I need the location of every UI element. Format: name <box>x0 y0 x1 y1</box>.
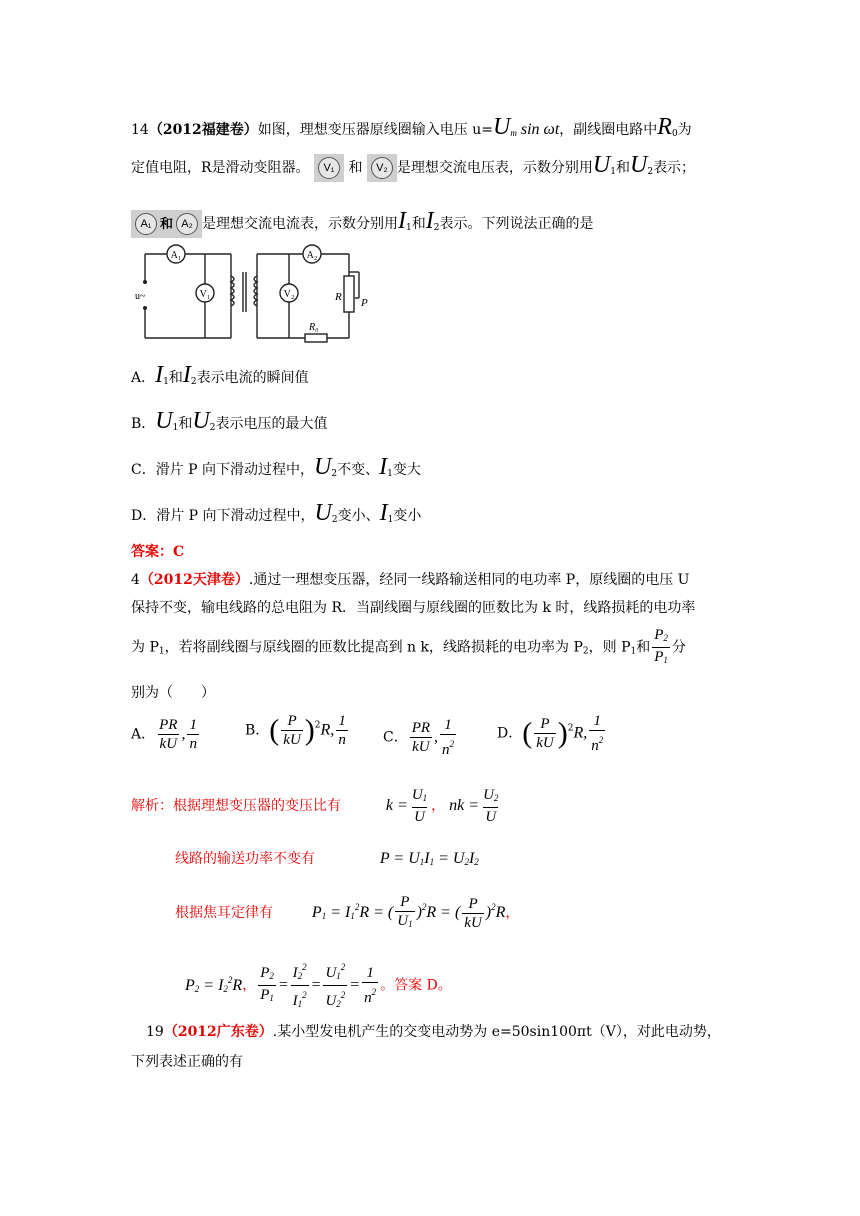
svg-text:A₂: A₂ <box>306 250 318 261</box>
q19-line2: 下列表述正确的有 <box>131 1054 243 1070</box>
svg-text:V₁: V₁ <box>199 289 211 300</box>
q14-line1: 14（2012福建卷）如图，理想变压器原线圈输入电压 $u=U_m$ sin ωt，副线圈电路中$R_0$为 <box>131 114 692 140</box>
q14-line2: 定值电阻，R是滑动变阻器。 V₁ 和 V₂ 是理想交流电压表，示数分别用$U_1$和$U_2$表示； <box>131 152 695 182</box>
q4-line1: 4（2012天津卷）.通过一理想变压器，经同一线路输送相同的电功率 P，原线圈的电压 U <box>131 572 690 588</box>
q14-option-c: C．滑片 P 向下滑动过程中，$U_2$不变、$I_1$变大 <box>131 454 421 480</box>
voltmeter-v2-icon: V₂ <box>367 154 397 182</box>
q4-option-a: A． $\frac{PR}{kU}$ , $\frac{1}{n}$ <box>131 717 197 752</box>
q14-option-d: D．滑片 P 向下滑动过程中，$U_2$变小、$I_1$变小 <box>131 500 422 526</box>
q4-line3: 为 $P_1$，若将副线圈与原线圈的匝数比提高到 n k，线路损耗的电功率为 $P_2$，则 $P_1$和 $\frac{P_2}{P_1}$ 分 <box>131 626 686 669</box>
q4-analysis-line4: $P_2 = I_2^2R$， $\frac{P_2}{P_1}$ = $\frac{I_2^2}{I_1^2}$ = $\frac{U_1^2}{U_2^2}$ = $\frac{1}{n^2}$ 。答案 D。 <box>185 958 452 1013</box>
q4-option-d: D．( $\frac{P}{kU}$ )$^2$R, $\frac{1}{n^2}$ <box>497 713 604 754</box>
svg-text:A₁: A₁ <box>170 250 182 261</box>
svg-text:R: R <box>335 291 342 303</box>
q14-answer: 答案：C <box>131 544 185 560</box>
q4-line2: 保持不变，输电线路的总电阻为 R．当副线圈与原线圈的匝数比为 k 时，线路损耗的电功率 <box>131 600 696 616</box>
q4-line4: 别为（ ） <box>131 685 215 701</box>
q4-analysis-line1: 解析：根据理想变压器的变压比有 k = $\frac{U_1}{U}$ ， nk = $\frac{U_2}{U}$ <box>131 787 499 825</box>
ammeter-a1-a2-icon: A₁ 和 A₂ <box>131 210 202 238</box>
q14-option-a: A．$I_1$和$I_2$表示电流的瞬间值 <box>131 362 309 388</box>
q4-option-c: C． $\frac{PR}{kU}$ , $\frac{1}{n^2}$ <box>383 717 455 758</box>
voltmeter-v1-icon: V₁ <box>314 154 344 182</box>
svg-text:R₀: R₀ <box>309 322 319 333</box>
svg-text:P: P <box>361 297 368 309</box>
q4-analysis-line3: 根据焦耳定律有 $P_1 = I_1^2R$ = ( $\frac{P}{U_1}$ )$^2$R = ( $\frac{P}{kU}$ )$^2$R， <box>175 893 519 933</box>
q4-analysis-line2: 线路的输送功率不变有 $P = U_1I_1 = U_2I_2$ <box>175 850 479 867</box>
svg-text:u~: u~ <box>135 291 146 302</box>
q4-option-b: B．( $\frac{P}{kU}$ )$^2$R, $\frac{1}{n}$ <box>245 713 346 748</box>
q19-line1: 19（2012广东卷）.某小型发电机产生的交变电动势为 e=50sin100πt（V），对此电动势， <box>146 1024 721 1040</box>
q14-line3: A₁ 和 A₂ 是理想交流电流表，示数分别用$I_1$和$I_2$表示。下列说法正确的是 <box>131 208 593 238</box>
svg-text:V₂: V₂ <box>283 289 295 300</box>
transformer-circuit-diagram <box>131 242 371 348</box>
q14-option-b: B．$U_1$和$U_2$表示电压的最大值 <box>131 408 328 434</box>
